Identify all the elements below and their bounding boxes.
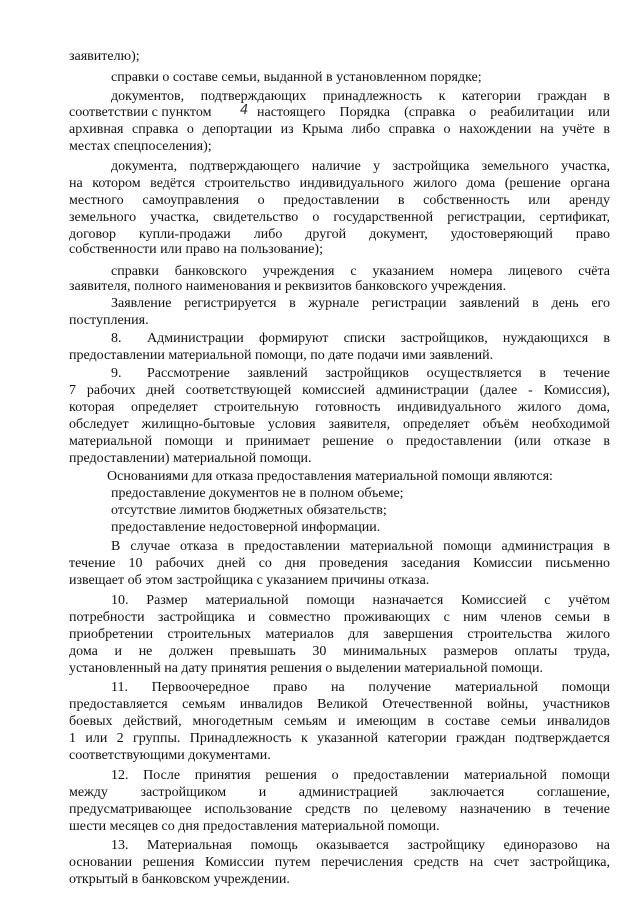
item-number: 9. [111,366,122,381]
text-line: предоставлении) материальной помощи. [69,451,312,466]
text-line: на котором ведётся строительство индивидуального жилого дома (решение органа [69,176,610,191]
text-line: Администрации формируют списки застройщиков, нуждающихся в [147,331,610,346]
text-line: соответствии с пунктом [69,105,212,120]
text-line: собственности или право на пользование); [69,242,323,257]
text-line: настоящего Порядка (справка о реабилитации или [257,105,610,120]
text-line: 13. Материальная помощь оказывается застройщику единоразово на [111,838,610,853]
text-line: предоставлении материальной помощи, по дате подачи ими заявлений. [69,348,494,363]
text-line: материальной помощи и принимает решение о предоставлении (или отказе в [69,434,610,449]
text-line: установленный на дату принятия решения о выделении материальной помощи. [69,661,543,676]
text-line: 12. После принятия решения о предоставлении материальной помощи [111,768,610,783]
text-line: 7 рабочих дней соответствующей комиссией администрации (далее - Комиссия), [69,383,610,398]
text-line: шести месяцев со дня предоставления материальной помощи. [69,819,440,834]
text-line: извещает об этом застройщика с указанием причины отказа. [69,573,430,588]
text-line: 11. Первоочередное право на получение материальной помощи [111,680,610,695]
text-line: предоставляется семьям инвалидов Великой Отечественной войны, участников [69,697,610,712]
text-line: течение 10 рабочих дней со дня проведения заседания Комиссии письменно [69,556,610,571]
text-line: договор купли-продажи либо другой документ, удостоверяющий право [69,227,610,242]
text-line: документа, подтверждающего наличие у застройщика земельного участка, [111,159,610,174]
text-line: местного самоуправления о предоставлении в собственность или аренду [69,193,610,208]
text-line: потребности застройщика и совместно проживающих с ним членов семьи в [69,610,610,625]
text-line: между застройщиком и администрацией заключается соглашение, [69,785,610,800]
text-line: обследует жилищно-бытовые условия заявителя, определяет объём необходимой [69,417,610,432]
text-line: архивная справка о депортации из Крыма либо справка о нахождении на учёте в [69,122,610,137]
text-line: приобретении строительных материалов для завершения строительства жилого [69,627,610,642]
handwritten-number: 4 [240,103,249,118]
text-line: В случае отказа в предоставлении материальной помощи администрация в [111,539,610,554]
text-line: соответствующими документами. [69,748,271,763]
text-line: 10. Размер материальной помощи назначается Комиссией с учётом [111,593,610,608]
text-line: Заявление регистрируется в журнале регистрации заявлений в день его [111,296,610,311]
text-line: земельного участка, свидетельство о государственной регистрации, сертификат, [69,210,610,225]
text-line: предусматривающее использование средств по целевому назначению в течение [69,802,610,817]
text-line: документов, подтверждающих принадлежность к категории граждан в [111,89,610,104]
text-line: отсутствие лимитов бюджетных обязательств; [111,503,387,518]
text-line: дома и не должен превышать 30 минимальных размеров оплаты труда, [69,644,610,659]
text-line: заявителя, полного наименования и реквизитов банковского учреждения. [69,279,507,294]
text-line: Рассмотрение заявлений застройщиков осуществляется в течение [147,366,610,381]
text-line: Основаниями для отказа предоставления материальной помощи являются: [107,469,553,484]
text-line: боевых действий, многодетным семьям и имеющим в составе семьи инвалидов [69,714,610,729]
text-line: справки о составе семьи, выданной в установленном порядке; [111,70,482,85]
text-line: поступления. [69,313,149,328]
text-line: основании решения Комиссии путем перечисления средств на счет застройщика, [69,855,610,870]
text-line: которая определяет строительную готовность индивидуального жилого дома, [69,400,610,415]
item-number: 8. [111,331,122,346]
text-line: заявителю); [69,49,140,64]
text-line: открытый в банковском учреждении. [69,872,290,887]
text-line: местах спецпоселения); [69,139,212,154]
text-line: предоставление документов не в полном объеме; [111,486,404,501]
text-line: 1 или 2 группы. Принадлежность к указанной категории граждан подтверждается [69,731,610,746]
text-line: справки банковского учреждения с указанием номера лицевого счёта [111,264,610,279]
text-line: предоставление недостоверной информации. [111,520,381,535]
